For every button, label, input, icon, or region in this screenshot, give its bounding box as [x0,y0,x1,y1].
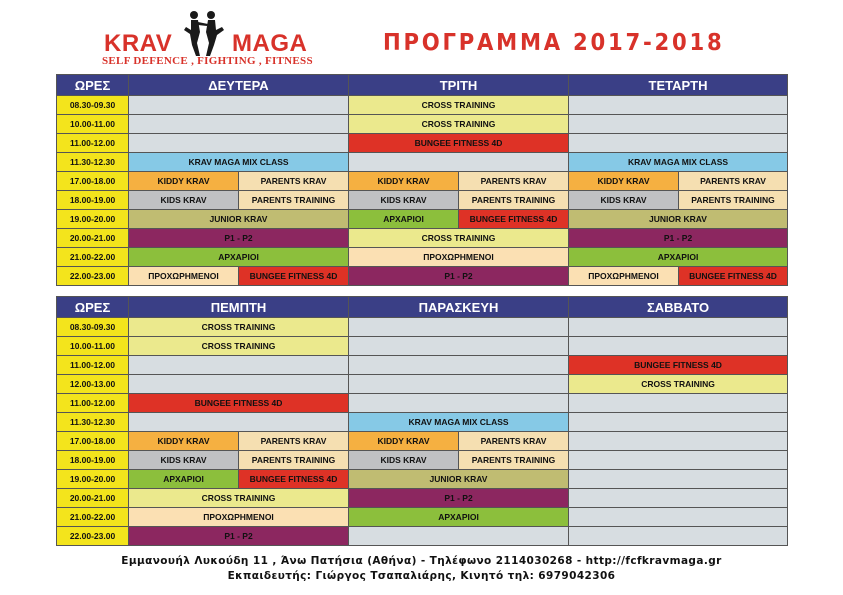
class-cell: PARENTS TRAINING [679,191,788,210]
class-cell: ΑΡΧΑΡΙΟΙ [349,508,569,527]
table-row [57,172,788,191]
header-saturday: ΣΑΒΒΑΤΟ [569,297,788,318]
class-cell: PARENTS KRAV [459,172,569,191]
empty-slot [349,527,569,546]
class-cell: JUNIOR KRAV [569,210,788,229]
class-cell: PARENTS KRAV [459,432,569,451]
table-row [57,337,788,356]
class-cell: P1 - P2 [349,489,569,508]
logo-tagline: SELF DEFENCE , FIGHTING , FITNESS [102,55,313,67]
krav-maga-logo [96,8,316,70]
time-slot: 11.30-12.30 [57,413,129,432]
class-cell: KIDDY KRAV [569,172,679,191]
class-cell: CROSS TRAINING [349,115,569,134]
empty-slot [569,470,788,489]
class-cell: ΑΡΧΑΡΙΟΙ [129,248,349,267]
empty-slot [129,356,349,375]
empty-slot [349,375,569,394]
class-cell: BUNGEE FITNESS 4D [349,134,569,153]
class-cell: ΠΡΟΧΩΡΗΜΕΝΟΙ [129,267,239,286]
empty-slot [569,394,788,413]
class-cell: CROSS TRAINING [129,318,349,337]
class-cell: BUNGEE FITNESS 4D [239,267,349,286]
empty-slot [349,337,569,356]
class-cell: KIDS KRAV [349,451,459,470]
class-cell: ΠΡΟΧΩΡΗΜΕΝΟΙ [349,248,569,267]
time-slot: 10.00-11.00 [57,337,129,356]
table-row [57,153,788,172]
class-cell: BUNGEE FITNESS 4D [459,210,569,229]
empty-slot [569,489,788,508]
class-cell: KRAV MAGA MIX CLASS [349,413,569,432]
empty-slot [129,413,349,432]
class-cell: ΑΡΧΑΡΙΟΙ [129,470,239,489]
class-cell: PARENTS KRAV [239,432,349,451]
fighters-icon [178,8,226,58]
table-row [57,451,788,470]
time-slot: 17.00-18.00 [57,172,129,191]
header-friday: ΠΑΡΑΣΚΕΥΗ [349,297,569,318]
class-cell: CROSS TRAINING [569,375,788,394]
class-cell: ΠΡΟΧΩΡΗΜΕΝΟΙ [129,508,349,527]
empty-slot [129,96,349,115]
class-cell: BUNGEE FITNESS 4D [679,267,788,286]
time-slot: 20.00-21.00 [57,229,129,248]
class-cell: PARENTS KRAV [679,172,788,191]
footer-address: Εμμανουήλ Λυκούδη 11 , Άνω Πατήσια (Αθήνα) - Τηλέφωνο 2114030268 - http://fcfkravmaga.gr [121,555,722,567]
class-cell: KIDDY KRAV [349,172,459,191]
class-cell: CROSS TRAINING [349,96,569,115]
class-cell: KRAV MAGA MIX CLASS [129,153,349,172]
class-cell: KIDS KRAV [569,191,679,210]
class-cell: PARENTS TRAINING [459,191,569,210]
empty-slot [569,115,788,134]
table-row [57,489,788,508]
schedule-table-mon-wed [56,74,788,296]
empty-slot [569,432,788,451]
footer-instructor: Εκπαιδευτής: Γιώργος Τσαπαλιάρης, Κινητό τηλ: 6979042306 [227,570,616,582]
header-monday: ΔΕΥΤΕΡΑ [129,75,349,96]
empty-slot [129,115,349,134]
class-cell: CROSS TRAINING [129,489,349,508]
class-cell: KIDS KRAV [349,191,459,210]
empty-slot [129,375,349,394]
table-header-row [57,75,788,96]
table-row [57,248,788,267]
time-slot: 11.00-12.00 [57,394,129,413]
empty-slot [569,318,788,337]
table-row [57,432,788,451]
table-row [57,318,788,337]
table-row [57,527,788,546]
table-header-row [57,297,788,318]
time-slot: 11.00-12.00 [57,356,129,375]
class-cell: BUNGEE FITNESS 4D [569,356,788,375]
header-hours: ΩΡΕΣ [57,297,129,318]
empty-slot [349,356,569,375]
class-cell: JUNIOR KRAV [129,210,349,229]
time-slot: 12.00-13.00 [57,375,129,394]
class-cell: BUNGEE FITNESS 4D [129,394,349,413]
table-row [57,96,788,115]
table-row [57,267,788,286]
logo-word-maga: MAGA [232,30,308,57]
time-slot: 08.30-09.30 [57,96,129,115]
table-row [57,134,788,153]
class-cell: ΑΡΧΑΡΙΟΙ [569,248,788,267]
empty-slot [349,318,569,337]
time-slot: 22.00-23.00 [57,267,129,286]
class-cell: KRAV MAGA MIX CLASS [569,153,788,172]
time-slot: 21.00-22.00 [57,248,129,267]
empty-slot [569,451,788,470]
class-cell: PARENTS TRAINING [239,191,349,210]
schedule-table-thu-sat [56,296,788,546]
time-slot: 11.00-12.00 [57,134,129,153]
time-slot: 18.00-19.00 [57,191,129,210]
table-row [57,413,788,432]
time-slot: 21.00-22.00 [57,508,129,527]
class-cell: KIDDY KRAV [349,432,459,451]
class-cell: PARENTS TRAINING [239,451,349,470]
empty-slot [569,413,788,432]
header-wednesday: ΤΕΤΑΡΤΗ [569,75,788,96]
empty-slot [129,134,349,153]
class-cell: PARENTS TRAINING [459,451,569,470]
empty-slot [569,134,788,153]
class-cell: P1 - P2 [129,527,349,546]
logo-word-krav: KRAV [104,30,173,57]
table-row [57,210,788,229]
header-hours: ΩΡΕΣ [57,75,129,96]
empty-slot [569,508,788,527]
class-cell: CROSS TRAINING [129,337,349,356]
time-slot: 11.30-12.30 [57,153,129,172]
empty-slot [569,527,788,546]
table-row [57,229,788,248]
table-row [57,191,788,210]
class-cell: CROSS TRAINING [349,229,569,248]
class-cell: JUNIOR KRAV [349,470,569,489]
table-row [57,470,788,489]
time-slot: 18.00-19.00 [57,451,129,470]
empty-slot [349,153,569,172]
header-tuesday: ΤΡΙΤΗ [349,75,569,96]
class-cell: KIDS KRAV [129,451,239,470]
class-cell: ΑΡΧΑΡΙΟΙ [349,210,459,229]
time-slot: 10.00-11.00 [57,115,129,134]
time-slot: 19.00-20.00 [57,210,129,229]
class-cell: P1 - P2 [129,229,349,248]
time-slot: 22.00-23.00 [57,527,129,546]
time-slot: 19.00-20.00 [57,470,129,489]
class-cell: P1 - P2 [349,267,569,286]
header-thursday: ΠΕΜΠΤΗ [129,297,349,318]
class-cell: KIDS KRAV [129,191,239,210]
class-cell: KIDDY KRAV [129,432,239,451]
table-row [57,115,788,134]
page-title: ΠΡΟΓΡΑΜΜΑ 2017-2018 [383,30,725,56]
table-row [57,394,788,413]
table-row [57,356,788,375]
class-cell: PARENTS KRAV [239,172,349,191]
empty-slot [569,337,788,356]
table-row [57,508,788,527]
class-cell: BUNGEE FITNESS 4D [239,470,349,489]
empty-slot [569,96,788,115]
empty-slot [349,394,569,413]
class-cell: KIDDY KRAV [129,172,239,191]
time-slot: 08.30-09.30 [57,318,129,337]
table-row [57,375,788,394]
time-slot: 17.00-18.00 [57,432,129,451]
class-cell: ΠΡΟΧΩΡΗΜΕΝΟΙ [569,267,679,286]
class-cell: P1 - P2 [569,229,788,248]
time-slot: 20.00-21.00 [57,489,129,508]
